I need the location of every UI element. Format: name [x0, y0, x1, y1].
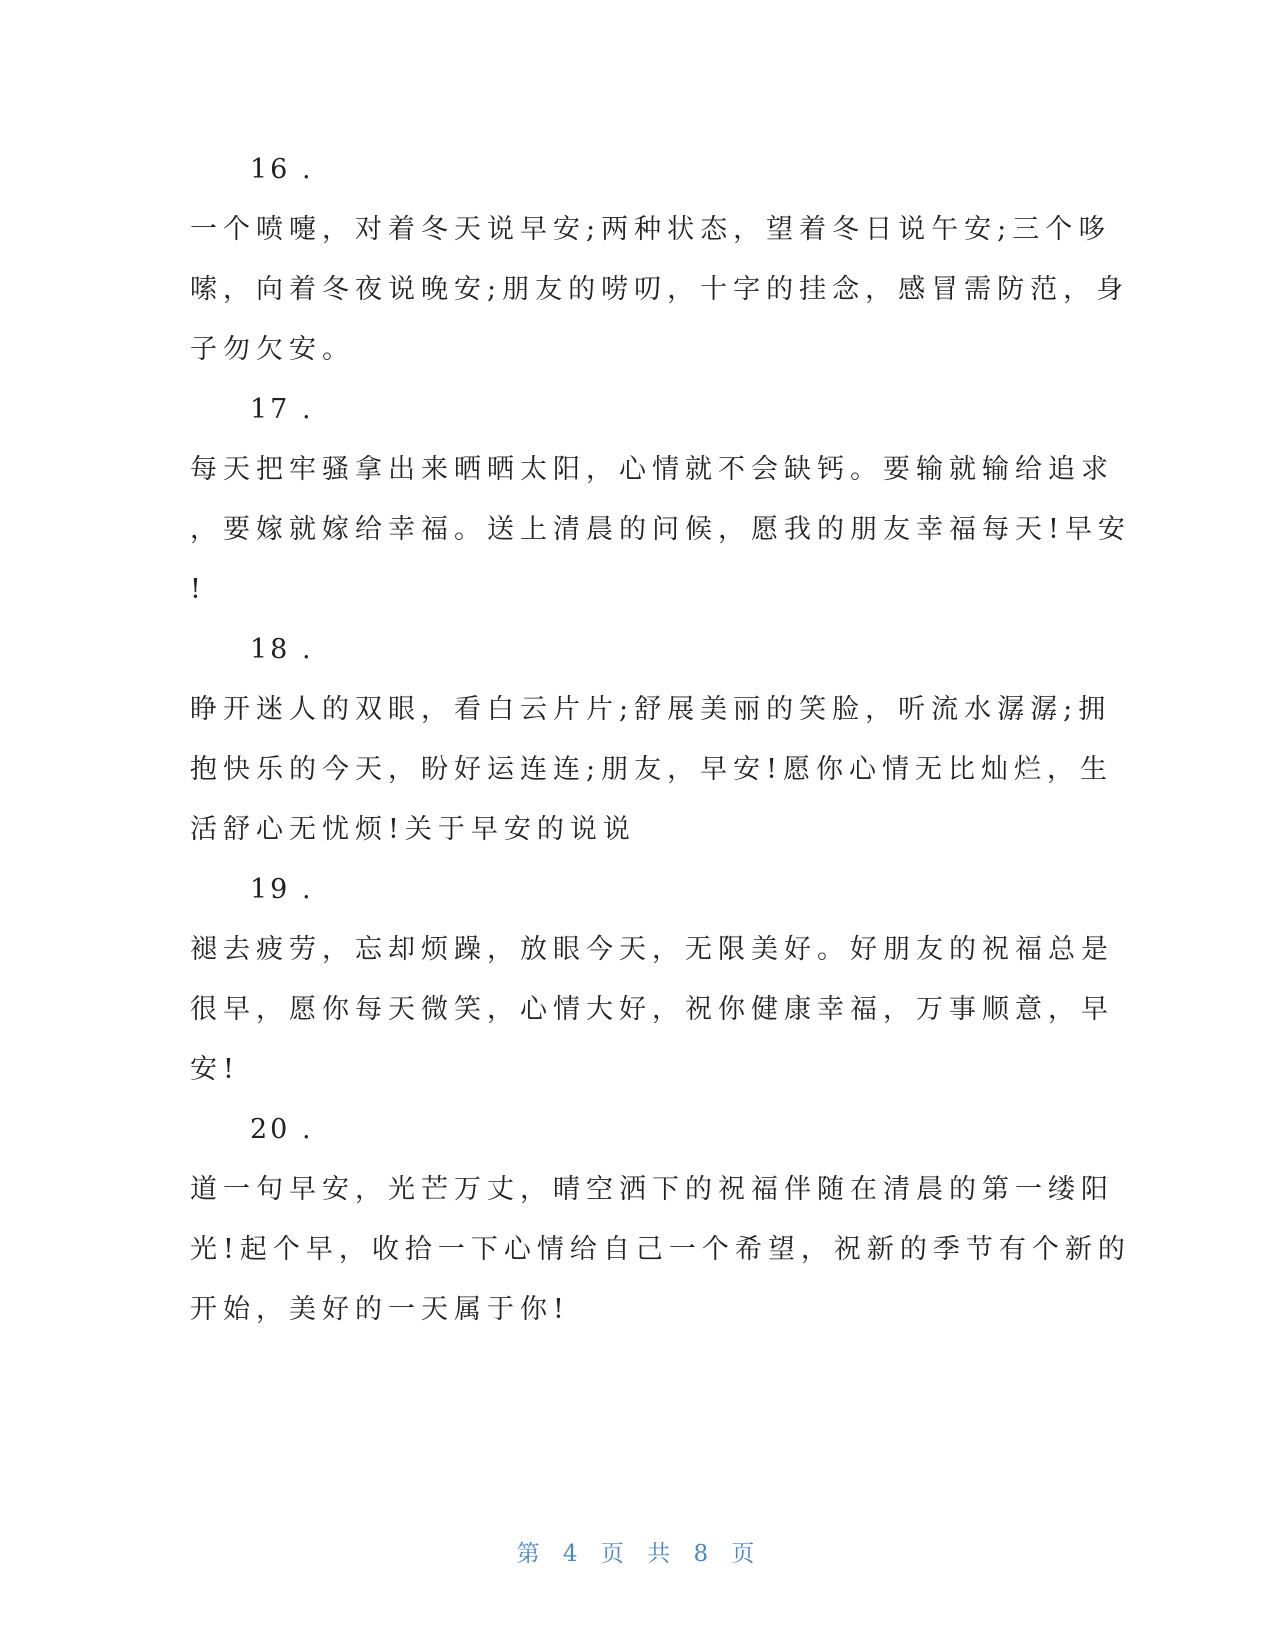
item-text-line: 嗦，向着冬夜说晚安;朋友的唠叨，十字的挂念，感冒需防范，身	[190, 274, 1130, 305]
item-number: 18 .	[250, 634, 314, 665]
item-text-line: 开始，美好的一天属于你!	[190, 1294, 570, 1325]
item-text-line: 每天把牢骚拿出来晒晒太阳，心情就不会缺钙。要输就输给追求	[190, 454, 1114, 485]
item-text-line: 道一句早安，光芒万丈，晴空洒下的祝福伴随在清晨的第一缕阳	[190, 1174, 1114, 1205]
list-item	[190, 140, 1130, 380]
item-text-line: 一个喷嚏，对着冬天说早安;两种状态，望着冬日说午安;三个哆	[190, 214, 1112, 245]
document-body	[190, 140, 1131, 1340]
item-text-line: 子勿欠安。	[190, 334, 355, 365]
item-text-line: 光!起个早，收拾一下心情给自己一个希望，祝新的季节有个新的	[190, 1234, 1131, 1265]
item-number: 20 .	[250, 1114, 314, 1145]
item-text-line: 抱快乐的今天，盼好运连连;朋友，早安!愿你心情无比灿烂，生	[190, 754, 1113, 785]
item-text-line: !	[190, 574, 207, 605]
item-text-line: ，要嫁就嫁给幸福。送上清晨的问候，愿我的朋友幸福每天!早安	[190, 514, 1131, 545]
page-footer: 第 4 页 共 8 页	[516, 1541, 759, 1567]
item-number: 16 .	[250, 154, 314, 185]
item-text-line: 褪去疲劳，忘却烦躁，放眼今天，无限美好。好朋友的祝福总是	[190, 934, 1114, 965]
item-text-line: 很早，愿你每天微笑，心情大好，祝你健康幸福，万事顺意，早	[190, 994, 1114, 1025]
item-text-line: 睁开迷人的双眼，看白云片片;舒展美丽的笑脸，听流水潺潺;拥	[190, 694, 1112, 725]
list-item	[190, 620, 1113, 860]
item-text-line: 安!	[190, 1054, 240, 1085]
list-item	[190, 1100, 1131, 1340]
item-text-line: 活舒心无忧烦!关于早安的说说	[190, 814, 636, 845]
item-number: 17 .	[250, 394, 314, 425]
list-item	[190, 380, 1131, 620]
item-number: 19 .	[250, 874, 314, 905]
list-item	[190, 860, 1114, 1100]
